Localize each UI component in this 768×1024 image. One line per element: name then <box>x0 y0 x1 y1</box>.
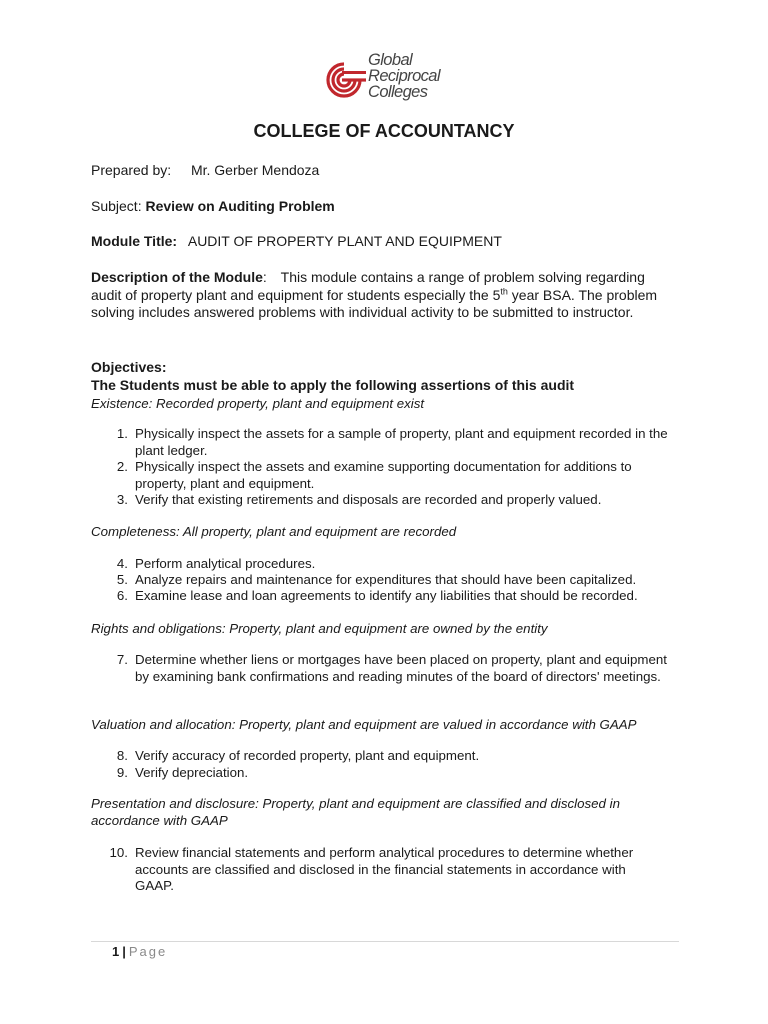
footer-separator: | <box>122 944 126 959</box>
section-heading-valuation: Valuation and allocation: Property, plant and equipment are valued in accordance with GAAP <box>91 717 637 732</box>
list-item-text: Verify accuracy of recorded property, plant and equipment. <box>135 748 480 763</box>
logo-line-3: Colleges <box>368 83 428 101</box>
list-item-number: 10. <box>109 845 128 860</box>
list-item-text: Review financial statements and perform analytical procedures to determine whether accounts are classified and disclosed in the financial statements in accordance with GAAP. <box>135 845 634 893</box>
section-heading-existence: Existence: Recorded property, plant and equipment exist <box>91 396 425 411</box>
subject-label: Subject: <box>91 198 142 214</box>
description-text-part2: year BSA. The problem solving includes answered problems with individual activity to be submitted to instructor. <box>91 286 658 320</box>
prepared-by-label: Prepared by: <box>91 162 172 178</box>
subject-value: Review on Auditing Problem <box>145 198 335 214</box>
footer-page-word: Page <box>128 944 168 959</box>
list-item-number: 8. <box>116 748 128 763</box>
list-item-text: Analyze repairs and maintenance for expenditures that should have been capitalized. <box>135 572 637 587</box>
list-item-number: 2. <box>116 459 128 474</box>
objectives-subheading: The Students must be able to apply the following assertions of this audit <box>91 377 575 393</box>
list-item-text: Physically inspect the assets for a sample of property, plant and equipment recorded in the plant ledger. <box>135 426 668 458</box>
module-title-value: AUDIT OF PROPERTY PLANT AND EQUIPMENT <box>187 233 502 249</box>
list-item-text: Examine lease and loan agreements to identify any liabilities that should be recorded. <box>135 588 638 603</box>
list-item-number: 9. <box>116 765 128 780</box>
objectives-heading: Objectives: <box>91 359 167 375</box>
college-logo <box>322 52 452 104</box>
list-item-text: Verify depreciation. <box>135 765 249 780</box>
list-item-number: 3. <box>116 492 128 507</box>
subject-line <box>91 198 335 215</box>
list-item-number: 7. <box>116 652 128 667</box>
section-heading-rights: Rights and obligations: Property, plant and equipment are owned by the entity <box>91 621 548 636</box>
list-item-text: Determine whether liens or mortgages have been placed on property, plant and equipment by examining bank confirmations and reading minutes of the board of directors' meetings. <box>135 652 667 684</box>
module-title-label: Module Title: <box>91 233 178 249</box>
description-colon: : <box>262 269 267 285</box>
college-logo-wordmark <box>368 52 440 100</box>
list-item-number: 5. <box>116 572 128 587</box>
college-logo-icon <box>322 58 366 102</box>
page-footer <box>112 944 167 959</box>
section-heading-completeness: Completeness: All property, plant and equipment are recorded <box>91 524 457 539</box>
description-superscript: th <box>500 285 508 296</box>
prepared-by-value: Mr. Gerber Mendoza <box>190 162 320 178</box>
list-item-text: Verify that existing retirements and disposals are recorded and properly valued. <box>135 492 602 507</box>
footer-divider <box>91 941 679 942</box>
description-label: Description of the Module <box>91 269 263 285</box>
list-item-number: 4. <box>116 556 128 571</box>
page-title: COLLEGE OF ACCOUNTANCY <box>253 121 515 141</box>
page-number: 1 <box>112 944 120 959</box>
list-item-number: 6. <box>116 588 128 603</box>
list-item-text: Physically inspect the assets and examine supporting documentation for additions to property, plant and equipment. <box>135 459 632 491</box>
list-item-number: 1. <box>116 426 128 441</box>
section-heading-presentation: Presentation and disclosure: Property, plant and equipment are classified and disclosed in accordance with GAAP <box>91 796 620 828</box>
logo-line-1: Global <box>368 51 413 69</box>
logo-line-2: Reciprocal <box>368 67 440 85</box>
description-text-part1: This module contains a range of problem solving regarding audit of property plant and equipment for students especially the 5 <box>91 269 645 303</box>
module-description <box>91 269 671 322</box>
module-title-line <box>91 233 502 250</box>
prepared-by-line <box>91 162 319 179</box>
list-item-text: Perform analytical procedures. <box>135 556 316 571</box>
